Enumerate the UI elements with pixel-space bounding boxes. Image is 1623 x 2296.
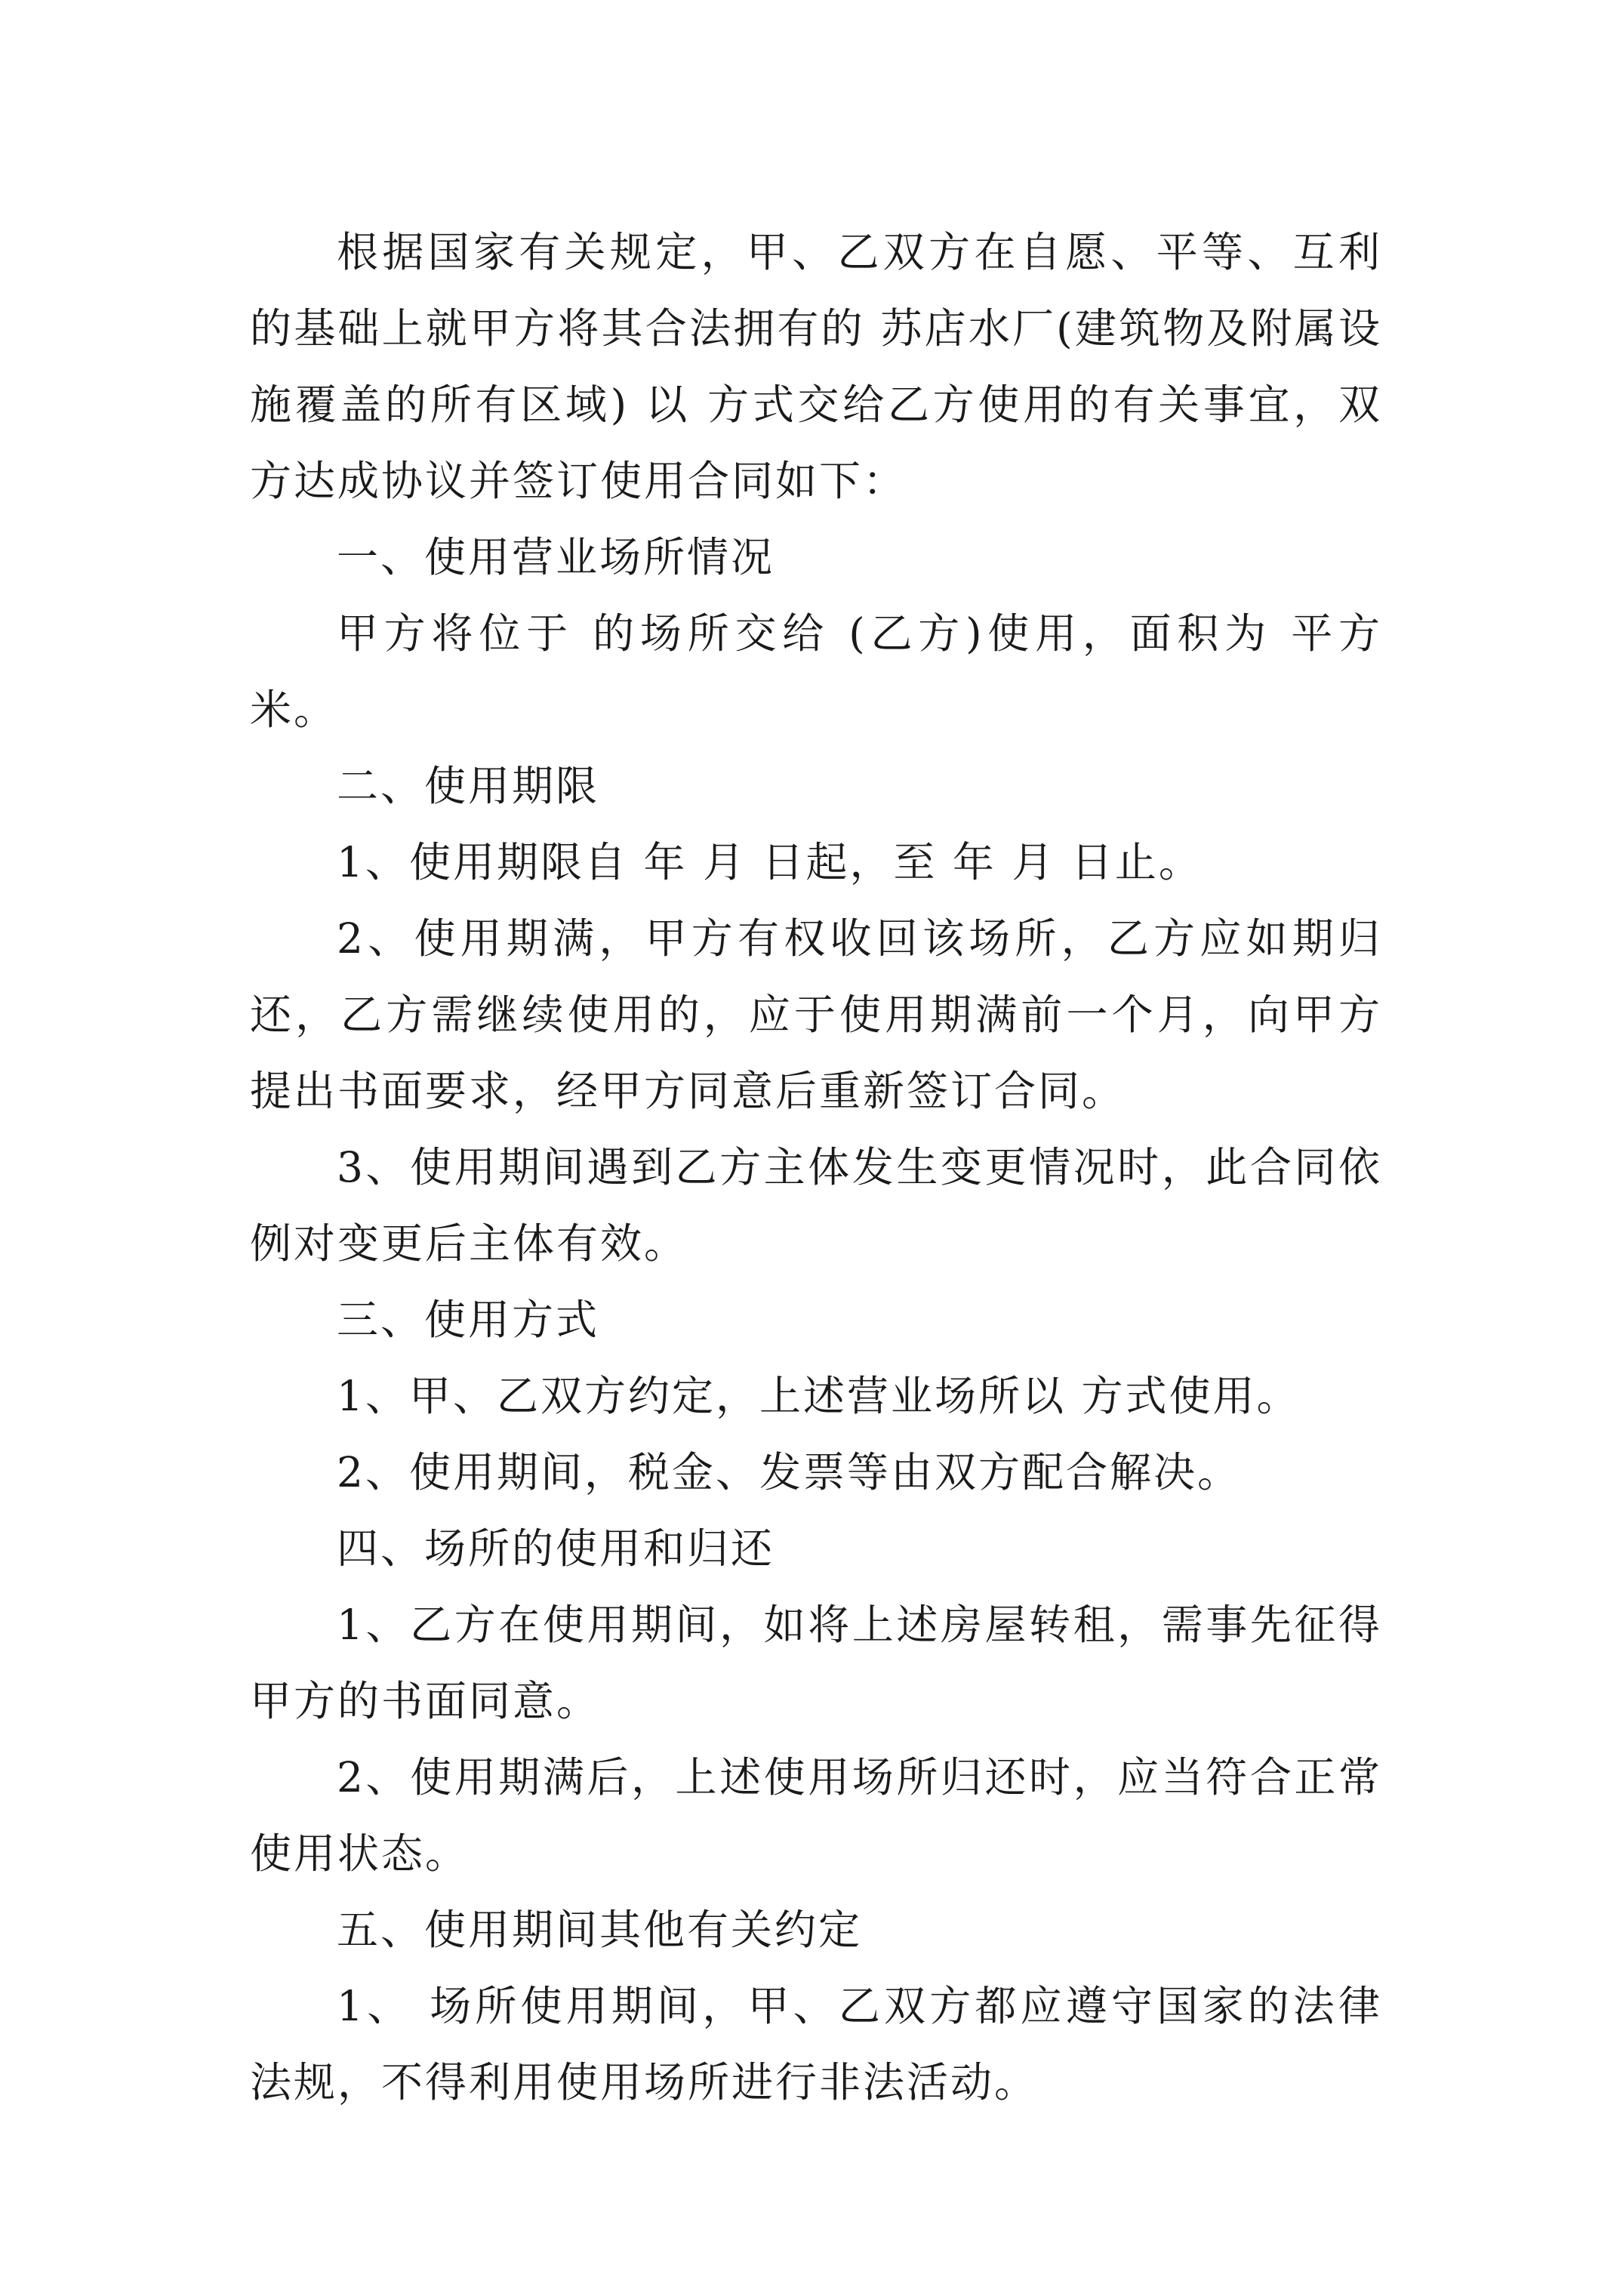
contract-body [250, 214, 1382, 2121]
term-clause-3: 3、使用期间遇到乙方主体发生变更情况时，此合同依例对变更后主体有效。 [250, 1143, 1382, 1268]
section-heading-use-return: 四、场所的使用和归还 [337, 1524, 775, 1573]
intro-paragraph: 根据国家有关规定，甲、乙双方在自愿、平等、互利的基础上就甲方将其合法拥有的 苏店水厂(建筑物及附属设施覆盖的所有区域) 以 方式交给乙方使用的有关事宜，双方达成协议并签订使用合同如下： [250, 228, 1382, 505]
use-return-clause-1: 1、乙方在使用期间，如将上述房屋转租，需事先征得甲方的书面同意。 [250, 1601, 1382, 1725]
section-heading-other: 五、使用期间其他有关约定 [337, 1906, 863, 1954]
section-heading-method: 三、使用方式 [337, 1296, 600, 1344]
section-heading-premises: 一、使用营业场所情况 [337, 533, 775, 581]
term-clause-2: 2、使用期满，甲方有权收回该场所，乙方应如期归还，乙方需继续使用的，应于使用期满前一个月，向甲方提出书面要求，经甲方同意后重新签订合同。 [250, 914, 1382, 1115]
method-clause-1: 1、甲、乙双方约定，上述营业场所以 方式使用。 [337, 1372, 1301, 1420]
other-clause-1: 1、 场所使用期间，甲、乙双方都应遵守国家的法律法规，不得利用使用场所进行非法活动。 [250, 1982, 1382, 2106]
method-clause-2: 2、使用期间，税金、发票等由双方配合解决。 [337, 1448, 1241, 1496]
use-return-clause-2: 2、使用期满后，上述使用场所归还时，应当符合正常使用状态。 [250, 1753, 1382, 1878]
section-heading-term: 二、使用期限 [337, 762, 600, 810]
term-clause-1: 1、使用期限自 年 月 日起，至 年 月 日止。 [337, 838, 1203, 886]
premises-paragraph: 甲方将位于 的场所交给 (乙方)使用，面积为 平方米。 [250, 609, 1382, 734]
